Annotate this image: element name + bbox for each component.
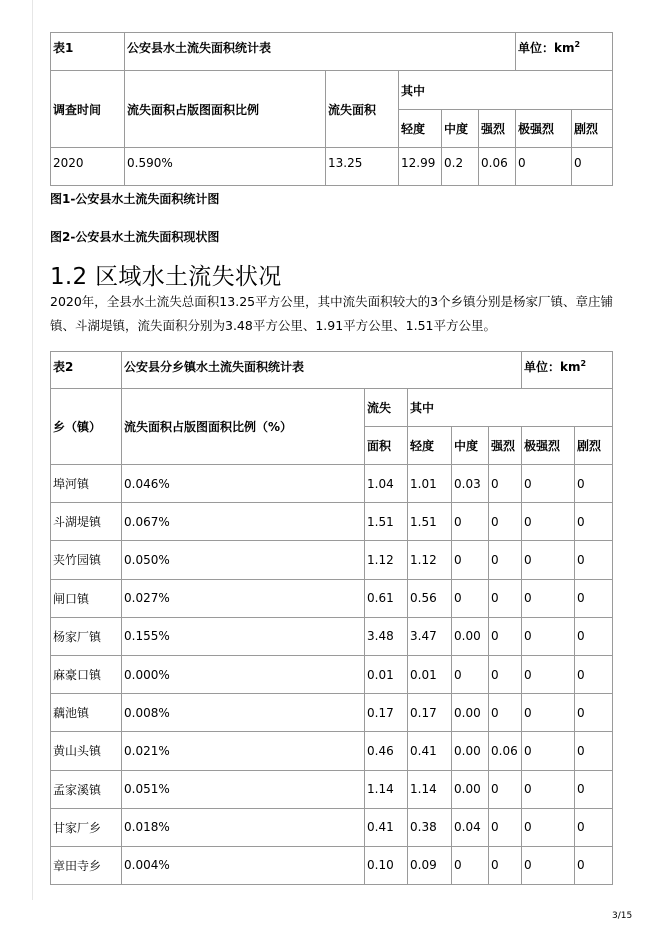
town-name-cell: 闸口镇 [51,579,122,617]
table-2-unit: 单位：$km^2$ [522,352,613,389]
table-cell: 0.17 [365,694,408,732]
table-cell: 0 [489,846,522,884]
table-cell: 0 [489,808,522,846]
page-number: 3/15 [612,911,633,921]
table-cell: 0.01 [408,655,452,693]
table-cell: 0 [452,846,489,884]
table-cell: 0.03 [452,465,489,503]
table-cell: 0 [522,694,575,732]
header-level: 轻度 [399,110,442,148]
table-row [51,465,613,503]
table-cell: 0.000% [122,655,365,693]
table-cell: 0 [522,617,575,655]
table-row [51,617,613,655]
table-cell: 0 [452,579,489,617]
table-cell: 0 [489,541,522,579]
table-cell: 0 [575,465,613,503]
table-cell: 0.38 [408,808,452,846]
table-cell: 1.14 [408,770,452,808]
table-row [51,503,613,541]
town-name-cell: 斗湖堤镇 [51,503,122,541]
header-survey-time: 调查时间 [51,71,125,148]
table-cell: 0.155% [122,617,365,655]
town-name-cell: 甘家厂乡 [51,808,122,846]
table-cell: 0 [575,655,613,693]
table-2-title: 公安县分乡镇水土流失面积统计表 [122,352,522,389]
table-cell: 0 [489,770,522,808]
table-cell: 0.590% [125,148,326,186]
table-cell: 0 [489,579,522,617]
town-name-cell: 藕池镇 [51,694,122,732]
table-cell: 0.2 [442,148,479,186]
table-1-title: 公安县水土流失面积统计表 [125,33,516,71]
table-1-unit: 单位：$km^2$ [516,33,613,71]
table-cell: 0 [489,694,522,732]
header-level: 强烈 [489,427,522,465]
table-row [51,694,613,732]
header-ratio: 流失面积占版图面积比例 [125,71,326,148]
table-2-label: 表2 [51,352,122,389]
figure-1-caption: 图1-公安县水土流失面积统计图 [50,192,220,206]
table-cell: 0 [452,541,489,579]
table-row [51,770,613,808]
header-level: 轻度 [408,427,452,465]
table-cell: 0.067% [122,503,365,541]
table-cell: 1.04 [365,465,408,503]
header-level: 极强烈 [516,110,572,148]
table-row [51,846,613,884]
table-cell: 0 [516,148,572,186]
table-cell: 0 [452,655,489,693]
page-edge-line [32,0,33,900]
town-name-cell: 埠河镇 [51,465,122,503]
table-cell: 13.25 [326,148,399,186]
header-of-which: 其中 [399,71,613,110]
table-cell: 0 [489,503,522,541]
town-name-cell: 章田寺乡 [51,846,122,884]
table-cell: 0 [575,694,613,732]
table-cell: 0 [522,770,575,808]
table-cell: 0.00 [452,617,489,655]
table-cell: 0.09 [408,846,452,884]
table-row [51,655,613,693]
table-cell: 1.12 [408,541,452,579]
table-cell: 0.06 [479,148,516,186]
table-cell: 0.00 [452,770,489,808]
town-name-cell: 杨家厂镇 [51,617,122,655]
header-of-which: 其中 [408,389,613,427]
header-level: 剧烈 [575,427,613,465]
table-1-label: 表1 [51,33,125,71]
table-cell: 0 [575,503,613,541]
table-cell: 3.48 [365,617,408,655]
table-cell: 0.46 [365,732,408,770]
table-row [51,732,613,770]
figure-2-caption: 图2-公安县水土流失面积现状图 [50,230,220,244]
table-cell: 0 [522,465,575,503]
table-cell: 0.06 [489,732,522,770]
table-cell: 0.41 [365,808,408,846]
table-cell: 0.051% [122,770,365,808]
table-cell: 0 [575,617,613,655]
table-cell: 0 [575,846,613,884]
table-cell: 0 [489,655,522,693]
header-level: 中度 [442,110,479,148]
table-cell: 0 [522,846,575,884]
table-cell: 0 [575,808,613,846]
header-area-top: 流失 [365,389,408,427]
table-cell: 0 [522,579,575,617]
header-level: 强烈 [479,110,516,148]
table-cell: 12.99 [399,148,442,186]
table-cell: 1.51 [408,503,452,541]
table-cell: 0 [572,148,613,186]
table-cell: 0 [575,732,613,770]
table-cell: 0.56 [408,579,452,617]
table-cell: 0.01 [365,655,408,693]
town-name-cell: 夹竹园镇 [51,541,122,579]
table-cell: 0 [575,770,613,808]
header-area-bottom: 面积 [365,427,408,465]
table-cell: 0 [522,655,575,693]
table-cell: 0.004% [122,846,365,884]
header-ratio: 流失面积占版图面积比例（%） [122,389,365,465]
table-cell: 0 [522,808,575,846]
section-paragraph: 2020年，全县水土流失总面积13.25平方公里，其中流失面积较大的3个乡镇分别是杨家厂镇、章庄铺镇、斗湖堤镇，流失面积分别为3.48平方公里、1.91平方公里、1.51平方公里。 [50,294,614,333]
table-cell: 0.008% [122,694,365,732]
table-cell: 2020 [51,148,125,186]
table-cell: 0.61 [365,579,408,617]
table-cell: 1.12 [365,541,408,579]
table-cell: 0 [522,732,575,770]
table-cell: 0.018% [122,808,365,846]
table-cell: 0.021% [122,732,365,770]
table-cell: 0.00 [452,732,489,770]
table-cell: 0.027% [122,579,365,617]
header-level: 中度 [452,427,489,465]
header-area: 流失面积 [326,71,399,148]
table-cell: 1.51 [365,503,408,541]
table-cell: 1.14 [365,770,408,808]
table-cell: 0 [575,541,613,579]
town-name-cell: 麻豪口镇 [51,655,122,693]
table-row [51,148,613,186]
table-cell: 0.046% [122,465,365,503]
table-cell: 0 [522,541,575,579]
table-cell: 0.00 [452,694,489,732]
table-cell: 3.47 [408,617,452,655]
table-cell: 0 [489,465,522,503]
town-name-cell: 孟家溪镇 [51,770,122,808]
table-row [51,579,613,617]
table-cell: 0.10 [365,846,408,884]
table-cell: 0 [575,579,613,617]
table-row [51,541,613,579]
table-row [51,808,613,846]
header-town: 乡（镇） [51,389,122,465]
table-cell: 0 [452,503,489,541]
town-name-cell: 黄山头镇 [51,732,122,770]
header-level: 剧烈 [572,110,613,148]
table-cell: 0.04 [452,808,489,846]
table-1 [50,32,613,186]
table-cell: 1.01 [408,465,452,503]
table-2 [50,351,613,885]
table-cell: 0.050% [122,541,365,579]
header-level: 极强烈 [522,427,575,465]
table-cell: 0 [522,503,575,541]
table-cell: 0.41 [408,732,452,770]
section-heading: 1.2 区域水土流失状况 [50,264,282,290]
table-cell: 0.17 [408,694,452,732]
table-cell: 0 [489,617,522,655]
